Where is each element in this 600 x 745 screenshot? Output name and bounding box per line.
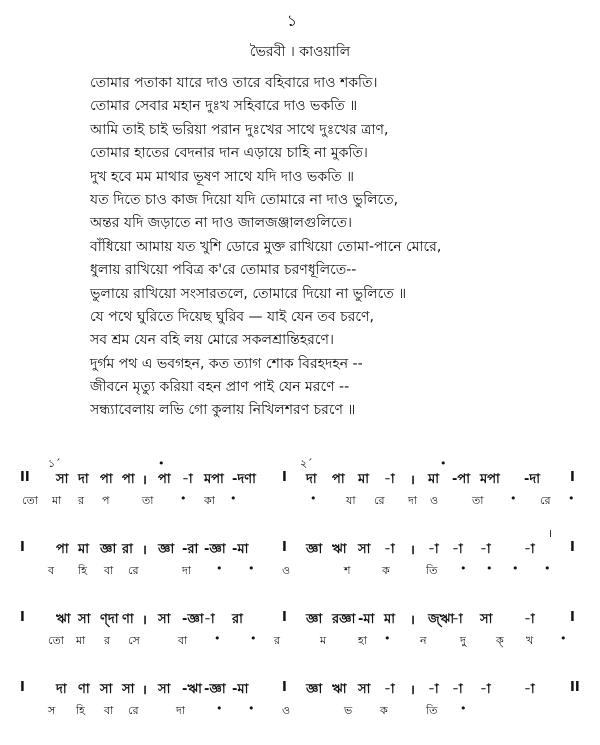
syllable: ভ <box>344 704 353 717</box>
swara-note: সা <box>158 612 171 627</box>
swara-note: -দা <box>524 472 540 487</box>
swara-note: ণ্দা <box>100 612 119 627</box>
swara-note: সা <box>358 542 371 557</box>
swara-note: জ্ঞা <box>158 542 175 557</box>
swara-note: মপা <box>480 472 500 487</box>
syllable: তা <box>142 494 154 507</box>
beat-mark: ২´ <box>300 457 313 470</box>
swara-row <box>20 470 586 492</box>
swara-note: -া <box>452 612 463 627</box>
swara-note: I <box>282 680 287 695</box>
swara-note: I <box>282 610 287 625</box>
swara-note: ণা <box>78 682 90 697</box>
beat-mark: ১´ <box>48 457 61 470</box>
swara-note: I <box>20 540 25 555</box>
syllable: • <box>560 632 567 645</box>
syllable: রে <box>128 564 139 577</box>
syllable: হি <box>76 704 85 717</box>
syllable: সে <box>128 634 140 647</box>
syllable: তো <box>22 494 38 507</box>
swara-note: জ্ঞা <box>100 542 117 557</box>
swara-note: মপা <box>204 472 224 487</box>
swara-note: -জ্ঞা <box>204 542 226 557</box>
swara-note: -া <box>428 682 439 697</box>
swara-note: -া <box>428 542 439 557</box>
syllable: • <box>248 702 255 715</box>
swara-note: -া <box>524 612 535 627</box>
swara-note: -া <box>480 682 491 697</box>
swara-note: ঋা <box>332 682 347 697</box>
syllable: • <box>310 492 317 505</box>
syllable: • <box>544 562 551 575</box>
swara-note: -জ্ঞা <box>182 612 204 627</box>
swara-note: ণা <box>122 612 134 627</box>
swara-note: -মা <box>232 682 249 697</box>
syllable: যা <box>346 494 356 507</box>
syllable: • <box>384 632 391 645</box>
lyric-line: যে পথে ঘুরিতে দিয়েছ ঘুরিব — যাই যেন তব চরণে, <box>90 308 374 325</box>
syllable: দা <box>182 564 191 577</box>
lyric-line: তোমার হাতের বেদনার দান এড়ায়ে চাহি না মুকতি। <box>90 145 368 162</box>
swara-note: -া <box>524 682 535 697</box>
swara-note: । <box>410 473 415 488</box>
syllable: রে <box>128 704 139 717</box>
swara-note: সা <box>480 612 493 627</box>
beat-marks <box>20 458 586 470</box>
beat-mark: । <box>548 527 553 540</box>
syllable: • <box>230 492 237 505</box>
swara-note: মা <box>384 612 395 627</box>
swara-note: দা <box>78 472 89 487</box>
swara-note: সা <box>78 612 91 627</box>
lyric-line: ভুলায়ে রাখিয়ো সংসারতলে, তোমারে দিয়ো না ভুলিতে ॥ <box>90 285 407 302</box>
syllable: ও <box>282 704 291 717</box>
swara-note: মা <box>358 472 369 487</box>
lyric-line: সন্ধ্যাবেলায় লভি গো কুলায় নিখিলশরণ চরণে ॥ <box>90 402 356 419</box>
syllable: বা <box>178 634 188 647</box>
lyric-line: দুখ হবে মম মাথার ভূষণ সাথে যদি দাও ভকতি ॥ <box>90 168 354 185</box>
swara-note: জ্ঋা <box>428 612 455 627</box>
swara-note: I <box>20 610 25 625</box>
syllable: তি <box>426 564 438 577</box>
syllable: বা <box>104 704 114 717</box>
syllable: ব <box>48 564 55 577</box>
syllable: বা <box>104 564 114 577</box>
swara-note: দা <box>56 682 67 697</box>
syllable: • <box>250 632 257 645</box>
swara-note: -া <box>452 542 463 557</box>
syllable: দা <box>176 704 185 717</box>
swara-note: -া <box>384 542 395 557</box>
beat-mark: • <box>440 457 447 470</box>
syllable: • <box>460 702 467 715</box>
swara-note: । <box>142 683 147 698</box>
raga-title: ভৈরবী । কাওয়ালি <box>249 44 351 60</box>
syllable: র <box>274 634 281 647</box>
syllable: তো <box>48 634 64 647</box>
swara-note: পা <box>56 542 69 557</box>
lyric-line: দুর্গম পথ এ ভবগহন, কত ত্যাগ শোক বিরহদহন -- <box>90 355 363 372</box>
syllable: দু <box>460 634 466 647</box>
swara-note: I <box>570 610 575 625</box>
swara-note: II <box>20 470 30 485</box>
swara-note: । <box>410 613 415 628</box>
notation-block <box>20 528 586 598</box>
swara-note: -জ্ঞা <box>204 682 226 697</box>
swara-note: -া <box>452 682 463 697</box>
swara-note: -ঋা <box>182 682 202 697</box>
swara-note: পা <box>122 472 135 487</box>
swara-row <box>20 680 586 702</box>
swara-note: I <box>20 680 25 695</box>
lyric-line: তোমার সেবার মহান দুঃখ সহিবারে দাও ভকতি ॥ <box>90 98 358 115</box>
swara-note: । <box>142 543 147 558</box>
syllable-row <box>20 632 586 652</box>
swara-note: । <box>410 683 415 698</box>
syllable: • <box>510 492 517 505</box>
swara-note: জ্ঞা <box>306 542 323 557</box>
syllable: • <box>248 562 255 575</box>
syllable: স <box>48 704 56 717</box>
syllable: • <box>216 562 223 575</box>
swara-note: I <box>282 470 287 485</box>
syllable: তি <box>426 704 438 717</box>
notation-block <box>20 458 586 528</box>
syllable: রে <box>374 494 385 507</box>
swara-note: সা <box>56 472 69 487</box>
syllable: • <box>180 492 187 505</box>
swara-note: -া <box>384 472 395 487</box>
swara-note: । <box>142 613 147 628</box>
syllable: খ <box>526 634 534 647</box>
syllable: র <box>104 634 111 647</box>
syllable: হা <box>358 634 367 647</box>
lyric-line: যত দিতে চাও কাজ দিয়ো যদি তোমারে না দাও ভুলিতে, <box>90 191 399 208</box>
swara-note: সা <box>100 682 113 697</box>
syllable: তা <box>472 494 484 507</box>
swara-note: জ্ঞা <box>306 682 323 697</box>
beat-marks <box>20 528 586 540</box>
swara-note: পা <box>158 472 171 487</box>
swara-note: I <box>570 470 575 485</box>
swara-note: -া <box>480 542 491 557</box>
swara-note: রা <box>122 542 133 557</box>
syllable: • <box>568 492 575 505</box>
swara-note: দা <box>306 472 317 487</box>
lyric-line: জীবনে মৃত্যু করিয়া বহন প্রাণ পাই যেন মরণে -- <box>90 379 350 396</box>
syllable: ও <box>430 494 439 507</box>
swara-note: । <box>142 473 147 488</box>
swara-note: I <box>282 540 287 555</box>
syllable: রে <box>540 494 551 507</box>
syllable-row <box>20 562 586 582</box>
syllable: র <box>78 494 85 507</box>
syllable: ক <box>382 564 390 577</box>
swara-note: -া <box>204 612 215 627</box>
notation <box>20 458 586 738</box>
swara-note: -দণা <box>232 472 256 487</box>
notation-block <box>20 668 586 738</box>
syllable: • <box>460 562 467 575</box>
swara-note: -া <box>182 472 193 487</box>
swara-note: -মা <box>232 542 249 557</box>
swara-note: সা <box>158 682 171 697</box>
syllable-row <box>20 702 586 722</box>
syllable: • <box>512 562 519 575</box>
swara-note: মা <box>428 472 439 487</box>
swara-row <box>20 610 586 632</box>
swara-note: রা <box>232 612 243 627</box>
lyric-line: তোমার পতাকা যারে দাও তারে বহিবারে দাও শকতি। <box>90 75 378 91</box>
syllable: হি <box>78 564 87 577</box>
syllable: • <box>214 632 221 645</box>
syllable: কা <box>204 494 215 507</box>
syllable: ন <box>420 634 427 647</box>
syllable: • <box>486 562 493 575</box>
syllable: ক <box>380 704 388 717</box>
swara-note: -রা <box>182 542 199 557</box>
lyric-line: বাঁধিয়ো আমায় যত খুশি ডোরে মুক্ত রাখিয়ো তোমা-পানে মোরে, <box>90 238 442 255</box>
syllable: • <box>216 702 223 715</box>
swara-row <box>20 540 586 562</box>
swara-note: পা <box>332 472 345 487</box>
lyric-line: অন্তর যদি জড়াতে না দাও জালজঞ্জালগুলিতে। <box>90 215 352 232</box>
beat-mark: • <box>158 457 165 470</box>
syllable: ও <box>282 564 291 577</box>
beat-marks <box>20 598 586 610</box>
syllable: শ <box>344 564 351 577</box>
swara-note: II <box>570 680 580 695</box>
swara-note: ঋা <box>332 542 347 557</box>
swara-note: মা <box>78 542 89 557</box>
beat-marks <box>20 668 586 680</box>
swara-note: সা <box>122 682 135 697</box>
swara-note: -মা <box>358 612 375 627</box>
lyric-line: আমি তাই চাই ভরিয়া পরান দুঃখের সাথে দুঃখের ত্রাণ, <box>90 121 389 138</box>
swara-note: পা <box>100 472 113 487</box>
swara-note: -া <box>524 542 535 557</box>
swara-note: I <box>570 540 575 555</box>
syllable: মা <box>76 634 86 647</box>
swara-note: । <box>410 543 415 558</box>
syllable-row <box>20 492 586 512</box>
syllable: প <box>102 494 110 507</box>
lyric-line: সব শ্রম যেন বহি লয় মোরে সকলশ্রান্তিহরণে। <box>90 332 334 349</box>
swara-note: -া <box>384 682 395 697</box>
notation-block <box>20 598 586 668</box>
lyric-line: ধুলায় রাখিয়ো পবিত্র ক'রে তোমার চরণধূলিতে-- <box>90 262 357 279</box>
swara-note: রজ্ঞা <box>332 612 356 627</box>
page-number: ১ <box>286 11 298 30</box>
syllable: দা <box>408 494 417 507</box>
syllable: ক্ <box>496 634 504 647</box>
lyrics <box>90 72 580 423</box>
syllable: মা <box>52 494 62 507</box>
syllable: ম <box>320 634 327 647</box>
swara-note: -পা <box>452 472 470 487</box>
swara-note: ঋা <box>56 612 71 627</box>
swara-note: সা <box>358 682 371 697</box>
swara-note: জ্ঞা <box>306 612 323 627</box>
